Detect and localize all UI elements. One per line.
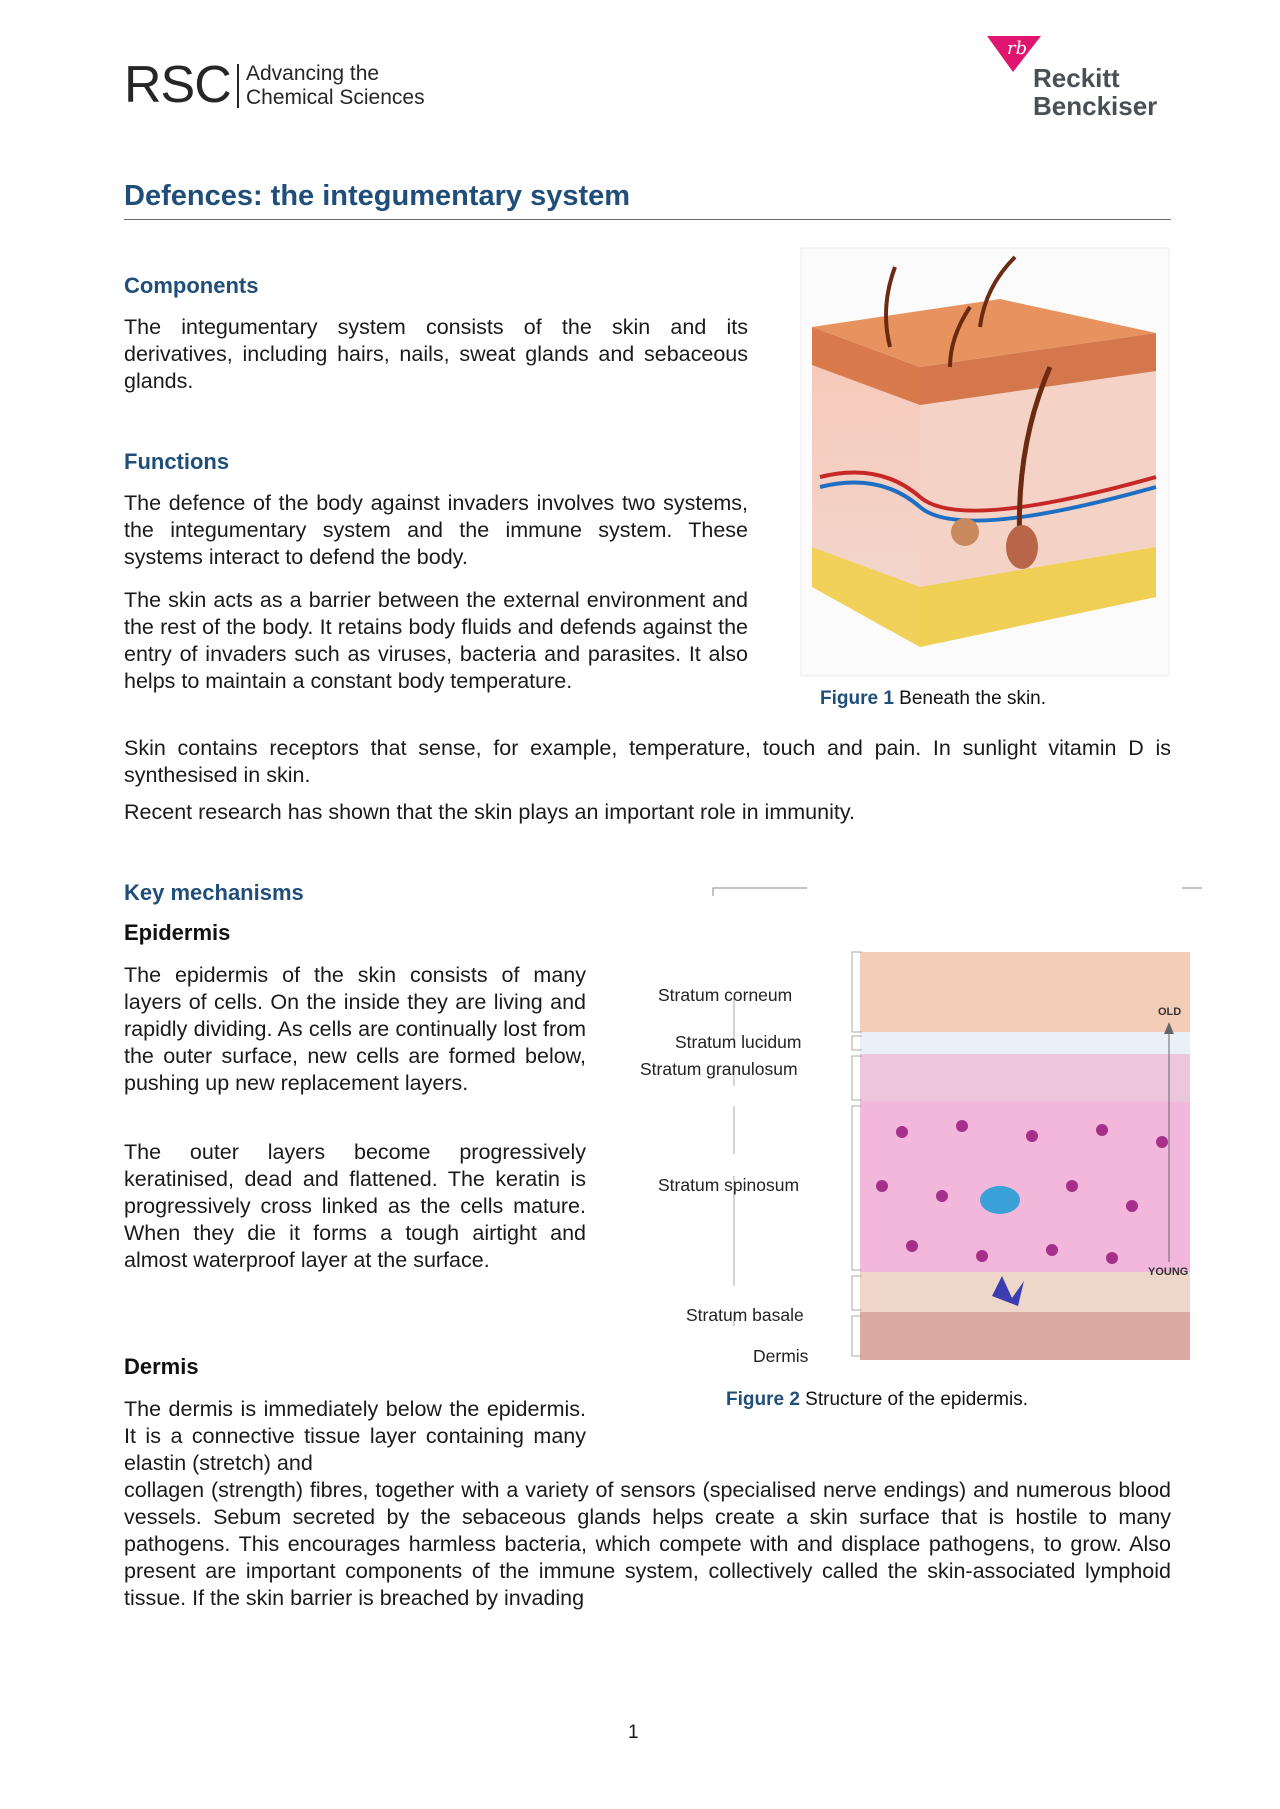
rsc-logo-letters: RSC: [124, 56, 231, 114]
axis-label-young: YOUNG: [1148, 1266, 1189, 1278]
title-rule: [124, 219, 1171, 220]
rsc-tagline-line1: Advancing the: [246, 62, 380, 85]
label-stratum-granulosum: Stratum granulosum: [640, 1059, 798, 1079]
label-stratum-basale: Stratum basale: [686, 1305, 804, 1325]
label-stratum-spinosum: Stratum spinosum: [658, 1175, 800, 1195]
figure-1-skin-illustration: [800, 247, 1170, 677]
label-stratum-corneum: Stratum corneum: [658, 985, 793, 1005]
rsc-tagline-line2: Chemical Sciences: [246, 86, 425, 109]
functions-heading: Functions: [124, 449, 230, 474]
dermis-para-1b: collagen (strength) fibres, together with a variety of sensors (specialised nerve endings) and numerous blood vessels. Sebum secreted by the sebaceous glands helps create a skin surface that is hostile to many pathogens. This encourages harmless bacteria, which compete with and displace pathogens, to grow. Also present are important components of the immune system, collectively called the skin-associated lymphoid tissue. If the skin barrier is breached by invading: [124, 1478, 1171, 1610]
components-body: The integumentary system consists of the skin and its derivatives, including hairs, nails, sweat glands and sebaceous glands.: [124, 315, 748, 393]
figure-2-caption: [726, 1389, 1028, 1411]
components-heading: Components: [124, 273, 259, 298]
rb-word-benckiser: Benckiser: [1033, 91, 1158, 121]
figure-2-epidermis-diagram: [640, 886, 1202, 1376]
reckitt-benckiser-logo: [985, 32, 1175, 122]
page-number: 1: [628, 1722, 639, 1743]
rb-word-reckitt: Reckitt: [1033, 63, 1120, 93]
epidermis-heading: Epidermis: [124, 920, 231, 945]
rsc-logo: [124, 58, 444, 112]
figure-1-caption: [820, 688, 1046, 710]
page-title: Defences: the integumentary system: [124, 180, 631, 212]
epidermis-para-2: The outer layers become progressively keratinised, dead and flattened. The keratin is progressively cross linked as the cells mature. When they die it forms a tough airtight and almost waterproof layer at the surface.: [124, 1140, 586, 1272]
label-dermis: Dermis: [753, 1346, 809, 1366]
label-stratum-lucidum: Stratum lucidum: [675, 1032, 802, 1052]
rsc-logo-divider: [237, 64, 239, 108]
functions-para-4: Recent research has shown that the skin plays an important role in immunity.: [124, 800, 855, 824]
functions-para-3: Skin contains receptors that sense, for example, temperature, touch and pain. In sunlight vitamin D is synthesised in skin.: [124, 736, 1171, 787]
rb-mark-text: rb: [1007, 38, 1028, 59]
functions-para-2: The skin acts as a barrier between the external environment and the rest of the body. It retains body fluids and defends against the entry of invaders such as viruses, bacteria and parasites. It also helps to maintain a constant body temperature.: [124, 588, 748, 693]
dermis-heading: Dermis: [124, 1354, 199, 1379]
figure-1-caption-text: Beneath the skin.: [893, 688, 1047, 709]
figure-2-label: Figure 2: [726, 1389, 800, 1410]
epidermis-para-1: The epidermis of the skin consists of many layers of cells. On the inside they are living and rapidly dividing. As cells are continually lost from the outer surface, new cells are formed below, pushing up new replacement layers.: [124, 963, 586, 1095]
key-mechanisms-heading: Key mechanisms: [124, 880, 304, 905]
functions-para-1: The defence of the body against invaders involves two systems, the integumentary system and the immune system. These systems interact to defend the body.: [124, 491, 748, 569]
epidermis-layers-icon: [712, 886, 1202, 1376]
axis-label-old: OLD: [1158, 1006, 1182, 1018]
figure-2-caption-text: Structure of the epidermis.: [799, 1389, 1029, 1410]
skin-cross-section-icon: [800, 247, 1170, 677]
figure-1-label: Figure 1: [820, 688, 894, 709]
dermis-para-1a: The dermis is immediately below the epidermis. It is a connective tissue layer containing many elastin (stretch) and: [124, 1397, 586, 1475]
